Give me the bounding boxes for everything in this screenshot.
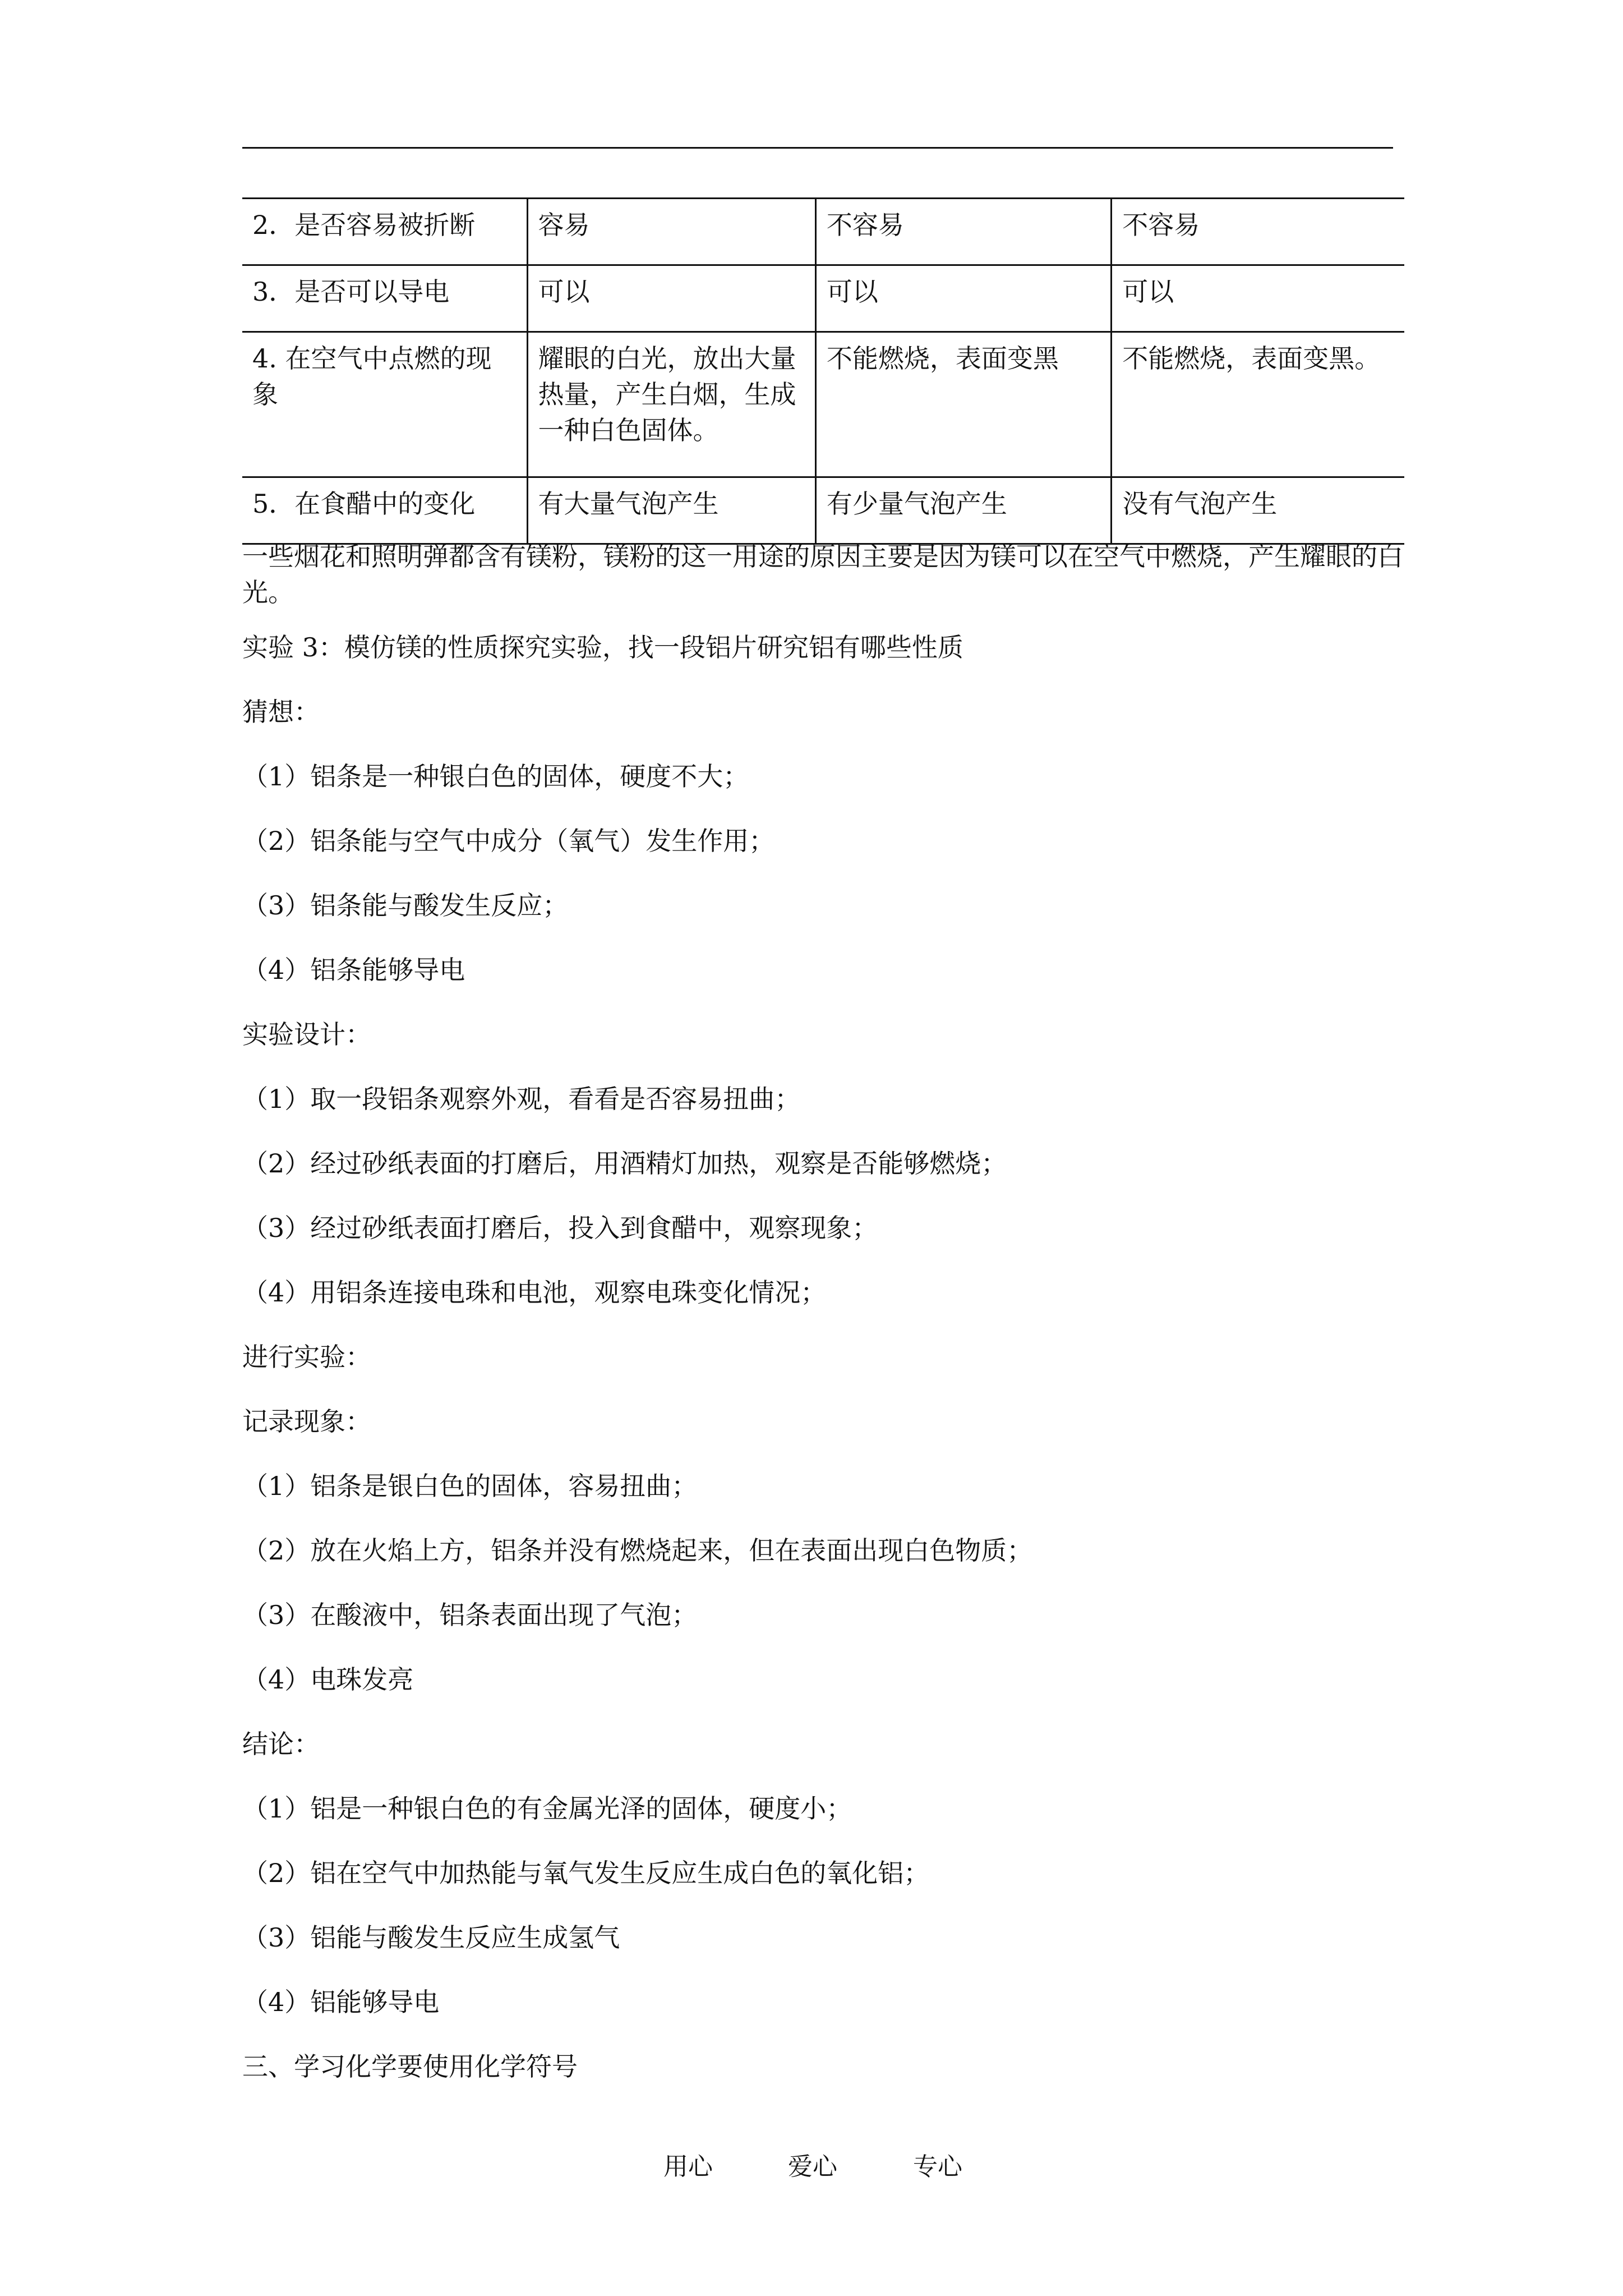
header-rule xyxy=(242,147,1393,149)
text-line: （3）在酸液中，铝条表面出现了气泡； xyxy=(242,1600,698,1630)
text-line: （4）铝能够导电 xyxy=(242,1987,440,2017)
table-cell: 5．在食醋中的变化 xyxy=(242,477,527,544)
text-line: 进行实验： xyxy=(242,1342,371,1372)
footer-item: 专心 xyxy=(913,2152,962,2181)
table-cell: 耀眼的白光，放出大量热量，产生白烟，生成一种白色固体。 xyxy=(527,332,815,477)
table-row xyxy=(242,332,1404,477)
text-line: 实验 3：模仿镁的性质探究实验，找一段铝片研究铝有哪些性质 xyxy=(242,632,963,662)
text-line: （3）铝能与酸发生反应生成氢气 xyxy=(242,1922,620,1953)
text-line: （3）经过砂纸表面打磨后，投入到食醋中，观察现象； xyxy=(242,1213,878,1243)
table-cell: 有少量气泡产生 xyxy=(815,477,1111,544)
document-body xyxy=(242,539,1409,2113)
table-cell: 有大量气泡产生 xyxy=(527,477,815,544)
text-line: （2）铝在空气中加热能与氧气发生反应生成白色的氧化铝； xyxy=(242,1858,930,1888)
table-cell: 3．是否可以导电 xyxy=(242,265,527,332)
table-cell: 没有气泡产生 xyxy=(1112,477,1404,544)
table-cell: 4. 在空气中点燃的现象 xyxy=(242,332,527,477)
table-row xyxy=(242,265,1404,332)
table-cell: 不容易 xyxy=(1112,199,1404,265)
text-line: （2）铝条能与空气中成分（氧气）发生作用； xyxy=(242,826,775,856)
table-cell: 可以 xyxy=(815,265,1111,332)
text-line: 结论： xyxy=(242,1729,320,1759)
text-line: （4）铝条能够导电 xyxy=(242,955,465,985)
table-cell: 2．是否容易被折断 xyxy=(242,199,527,265)
text-line: （2）经过砂纸表面的打磨后，用酒精灯加热，观察是否能够燃烧； xyxy=(242,1148,1007,1179)
text-line: （1）铝是一种银白色的有金属光泽的固体，硬度小； xyxy=(242,1793,852,1824)
text-line: 猜想： xyxy=(242,697,320,727)
intro-paragraph: 一些烟花和照明弹都含有镁粉，镁粉的这一用途的原因主要是因为镁可以在空气中燃烧，产生耀眼的白光。 xyxy=(242,541,1403,608)
properties-table xyxy=(242,197,1404,545)
text-line: （2）放在火焰上方，铝条并没有燃烧起来，但在表面出现白色物质； xyxy=(242,1535,1033,1566)
text-line: 记录现象： xyxy=(242,1406,371,1437)
table-cell: 不容易 xyxy=(815,199,1111,265)
footer-item: 爱心 xyxy=(788,2152,837,2181)
text-line: （1）铝条是一种银白色的固体，硬度不大； xyxy=(242,761,749,792)
table-cell: 不能燃烧，表面变黑 xyxy=(815,332,1111,477)
table-cell: 可以 xyxy=(1112,265,1404,332)
text-line: （4）用铝条连接电珠和电池，观察电珠变化情况； xyxy=(242,1277,827,1308)
text-line: （1）铝条是银白色的固体，容易扭曲； xyxy=(242,1471,698,1501)
text-line: （1）取一段铝条观察外观，看看是否容易扭曲； xyxy=(242,1084,801,1114)
table-row xyxy=(242,199,1404,265)
text-line: （3）铝条能与酸发生反应； xyxy=(242,890,569,921)
table-row xyxy=(242,477,1404,544)
text-line: 三、学习化学要使用化学符号 xyxy=(242,2051,578,2082)
text-line: （4）电珠发亮 xyxy=(242,1664,414,1695)
text-line: 实验设计： xyxy=(242,1019,371,1050)
table-cell: 容易 xyxy=(527,199,815,265)
table-cell: 不能燃烧，表面变黑。 xyxy=(1112,332,1404,477)
footer-item: 用心 xyxy=(663,2152,713,2181)
table-cell: 可以 xyxy=(527,265,815,332)
